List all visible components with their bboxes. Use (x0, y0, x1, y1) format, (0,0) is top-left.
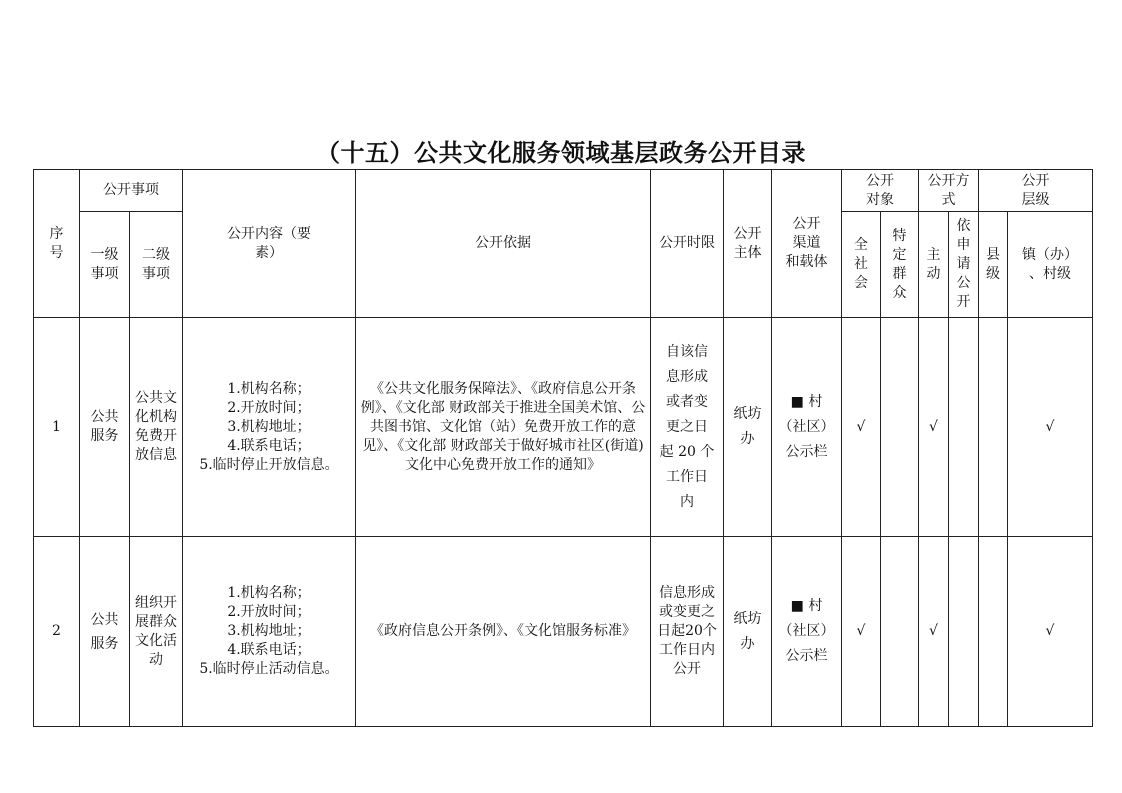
header-row-top (34, 170, 1093, 212)
header-time-limit: 公开时限 (651, 170, 724, 318)
table-row (34, 537, 1093, 727)
header-mode-active: 主 动 (919, 212, 949, 318)
row-time-limit: 自该信 息形成 或者变 更之日 起 20 个 工作日 内 (651, 318, 724, 537)
row-level1: 公共 服务 (80, 318, 130, 537)
row-level2: 公共文 化机构 免费开 放信息 (130, 318, 183, 537)
row-audience-all: √ (842, 318, 881, 537)
header-subject: 公开 主体 (724, 170, 772, 318)
header-mode-group: 公开方 式 (919, 170, 979, 212)
row-level-town: √ (1008, 318, 1093, 537)
header-audience-group: 公开 对象 (842, 170, 919, 212)
header-level2: 二级 事项 (130, 212, 183, 318)
header-channel: 公开 渠道 和载体 (772, 170, 842, 318)
row-level1: 公共 服务 (80, 537, 130, 727)
row-content: 1.机构名称； 2.开放时间； 3.机构地址； 4.联系电话； 5.临时停止活动信息。 (183, 537, 356, 727)
row-channel: ■ 村 （社区） 公示栏 (772, 537, 842, 727)
row-mode-request (949, 318, 979, 537)
header-level-group: 公开 层级 (979, 170, 1093, 212)
header-level1: 一级 事项 (80, 212, 130, 318)
row-mode-active: √ (919, 318, 949, 537)
page-title: （十五）公共文化服务领域基层政务公开目录 (316, 139, 806, 167)
public-catalog-table (33, 169, 1093, 727)
row-audience-specific (881, 318, 919, 537)
row-level2: 组织开 展群众 文化活 动 (130, 537, 183, 727)
row-channel: ■ 村 （社区） 公示栏 (772, 318, 842, 537)
row-content: 1.机构名称； 2.开放时间； 3.机构地址； 4.联系电话； 5.临时停止开放信息。 (183, 318, 356, 537)
header-matter-group: 公开事项 (80, 170, 183, 212)
header-level-county: 县 级 (979, 212, 1008, 318)
row-subject: 纸坊 办 (724, 318, 772, 537)
row-level-county (979, 537, 1008, 727)
row-seq: 1 (34, 318, 80, 537)
header-audience-all: 全 社 会 (842, 212, 881, 318)
row-mode-active: √ (919, 537, 949, 727)
header-basis: 公开依据 (356, 170, 651, 318)
row-seq: 2 (34, 537, 80, 727)
row-audience-all: √ (842, 537, 881, 727)
row-audience-specific (881, 537, 919, 727)
table-row (34, 318, 1093, 537)
row-level-town: √ (1008, 537, 1093, 727)
header-level-town: 镇（办） 、村级 (1008, 212, 1093, 318)
row-mode-request (949, 537, 979, 727)
header-content: 公开内容（要 素） (183, 170, 356, 318)
row-basis: 《政府信息公开条例》、《文化馆服务标准》 (356, 537, 651, 727)
row-time-limit: 信息形成 或变更之 日起20个 工作日内 公开 (651, 537, 724, 727)
row-subject: 纸坊 办 (724, 537, 772, 727)
header-audience-specific: 特 定 群 众 (881, 212, 919, 318)
header-mode-request: 依 申 请 公 开 (949, 212, 979, 318)
row-basis: 《公共文化服务保障法》、《政府信息公开条例》、《文化部 财政部关于推进全国美术馆、公共图书馆、文化馆（站）免费开放工作的意见》、《文化部 财政部关于做好城市社区(街道)文化中心免费开放工作的通知》 (356, 318, 651, 537)
row-level-county (979, 318, 1008, 537)
header-seq: 序 号 (34, 170, 80, 318)
